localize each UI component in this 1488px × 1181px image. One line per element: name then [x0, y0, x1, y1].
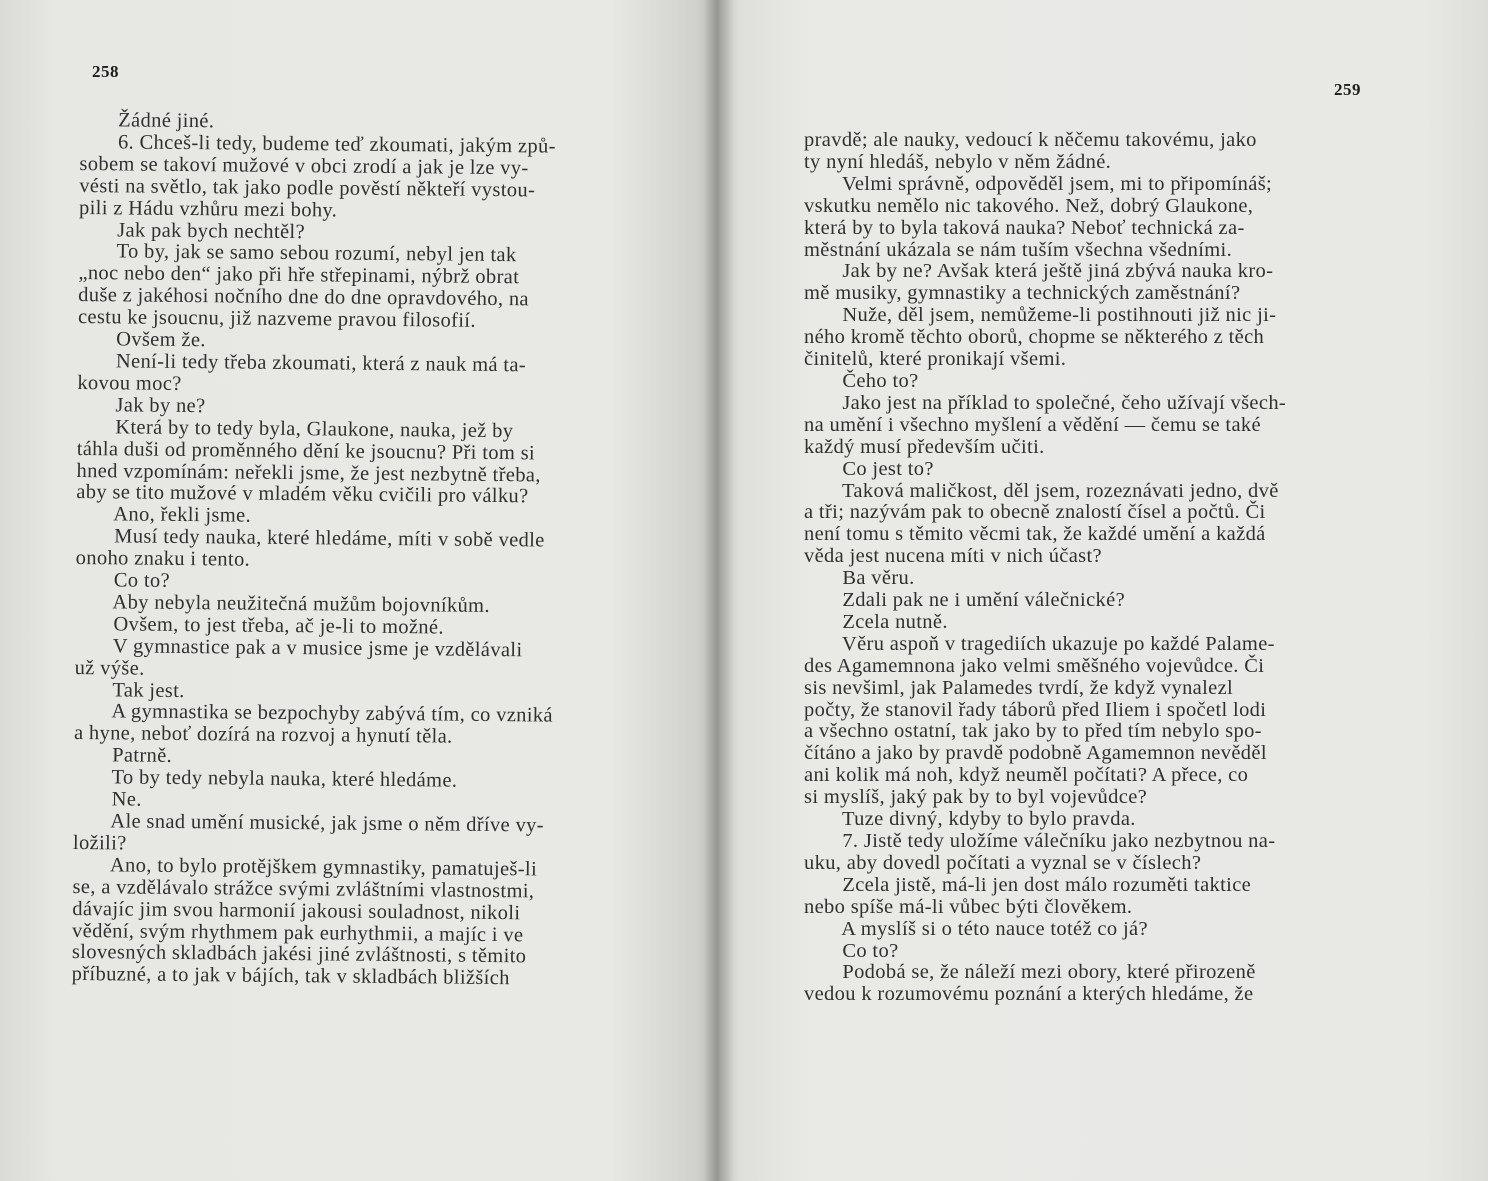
- text-line: Musí tedy nauka, které hledáme, míti v sobě vedle: [75, 525, 545, 552]
- text-line: příbuzné, a to jak v bájích, tak v skladbách bližších: [71, 963, 510, 990]
- text-line: a tři; nazývám pak to obecně znalostí čísel a počtů. Či: [804, 501, 1266, 524]
- text-line: a všechno ostatní, tak jako by to před tím nebylo spo-: [804, 720, 1262, 743]
- text-line: nebo spíše má-li vůbec býti člověkem.: [804, 895, 1133, 918]
- text-line: des Agamemnona jako velmi směšného vojevůdce. Či: [804, 654, 1265, 677]
- text-line: V gymnastice pak a v musice jsme je vzdělávali: [74, 634, 523, 662]
- text-line: Co to?: [804, 939, 899, 962]
- text-line: Taková maličkost, děl jsem, rozeznávati jedno, dvě: [804, 479, 1279, 502]
- text-line: aby se tito mužové v mladém věku cvičili pro válku?: [76, 481, 529, 508]
- text-line: není tomu s těmito věcmi tak, že každé umění a každá: [804, 523, 1266, 546]
- text-line: Ano, to bylo protějškem gymnastiky, pamatuješ-li: [72, 853, 538, 881]
- text-line: činitelů, které pronikají všemi.: [804, 348, 1067, 371]
- text-line: Tuze divný, kdyby to bylo pravda.: [804, 808, 1136, 831]
- text-line: Patrně.: [73, 744, 173, 768]
- page-number-left: 258: [92, 62, 119, 81]
- text-line: Žádné jiné.: [79, 109, 215, 133]
- page-number-right: 259: [1334, 80, 1361, 99]
- text-line: Zcela nutně.: [804, 610, 948, 633]
- text-line: pili z Hádu vzhůru mezi bohy.: [78, 196, 338, 222]
- text-line: pravdě; ale nauky, vedoucí k něčemu takovému, jako: [804, 129, 1257, 151]
- text-line: Velmi správně, odpověděl jsem, mi to připomínáš;: [804, 172, 1273, 195]
- text-line: počty, že stanovil řady táborů před Iliem i spočetl lodi: [804, 698, 1267, 721]
- text-line: Podobá se, že náleží mezi obory, které přirozeně: [804, 961, 1256, 984]
- text-line: Co jest to?: [804, 457, 934, 480]
- text-line: dávajíc jim svou harmonií jakousi souladnost, nikoli: [72, 897, 521, 924]
- text-line: každý musí především učiti.: [804, 435, 1045, 458]
- text-line: Ne.: [73, 788, 142, 811]
- text-line: se, a vzdělávalo strážce svými zvláštními vlastnostmi,: [72, 875, 535, 903]
- text-line: Aby nebyla neužitečná mužům bojovníkům.: [75, 590, 491, 617]
- text-line: A myslíš si o této nauce totéž co já?: [804, 917, 1148, 940]
- text-line: Tak jest.: [74, 678, 185, 702]
- text-line: ty nyní hledáš, nebylo v něm žádné.: [804, 150, 1112, 173]
- text-line: onoho znaku i tento.: [75, 547, 251, 571]
- text-line: táhla duši od proměnného dění ke jsoucnu? Při tom si: [76, 437, 536, 464]
- text-line: 7. Jistě tedy uložíme válečníku jako nezbytnou na-: [804, 830, 1276, 852]
- left-page-text: [72, 110, 626, 991]
- text-line: ložili?: [72, 831, 127, 855]
- text-line: Která by to tedy byla, Glaukone, nauka, jež by: [76, 415, 514, 442]
- right-page: [718, 0, 1488, 1181]
- text-line: ani kolik má noh, když neuměl počítati? A přece, co: [804, 764, 1249, 787]
- right-page-text: [804, 130, 1350, 1006]
- text-line: Čeho to?: [804, 369, 919, 392]
- text-line: sobem se takoví mužové v obci zrodí a jak je lze vy-: [79, 152, 529, 180]
- text-line: Ovšem, to jest třeba, ač je-li to možné.: [74, 612, 444, 639]
- text-line: Ovšem že.: [77, 328, 206, 352]
- text-line: Zdali pak ne i umění válečnické?: [804, 589, 1126, 612]
- text-line: na umění i všechno myšlení a vědění — čemu se také: [804, 413, 1261, 436]
- text-line: mě musiky, gymnastiky a technických zaměstnání?: [804, 282, 1241, 305]
- text-line: Jako jest na příklad to společné, čeho užívají všech-: [804, 391, 1287, 414]
- text-line: Co to?: [75, 569, 171, 592]
- text-line: Jak pak bych nechtěl?: [78, 218, 306, 243]
- text-line: 6. Chceš-li tedy, budeme teď zkoumati, jakým způ-: [79, 130, 556, 158]
- text-line: vědění, svým rhythmem pak eurhythmii, a majíc i ve: [72, 919, 524, 946]
- text-line: slovesných skladbách jakési jiné zvláštnosti, s těmito: [71, 941, 527, 968]
- text-line: To by tedy nebyla nauka, které hledáme.: [73, 766, 458, 792]
- text-line: si myslíš, jaký pak by to byl vojevůdce?: [804, 786, 1148, 809]
- text-line: a hyne, neboť dozírá na rozvoj a hynutí těla.: [73, 722, 453, 748]
- text-line: „noc nebo den“ jako při hře střepinami, nýbrž obrat: [78, 262, 520, 289]
- text-line: městnání ukázala se nám tuším všechna všedními.: [804, 238, 1233, 261]
- text-line: čítáno a jako by pravdě podobně Agamemnon nevěděl: [804, 742, 1267, 765]
- text-line: která by to byla taková nauka? Neboť technická za-: [804, 216, 1245, 239]
- text-line: ného kromě těchto oborů, chopme se některého z těch: [804, 326, 1265, 349]
- text-line: Zcela jistě, má-li jen dost málo rozuměti taktice: [804, 873, 1252, 896]
- text-line: Není-li tedy třeba zkoumati, která z nauk má ta-: [77, 349, 527, 377]
- text-line: Ba věru.: [804, 567, 915, 590]
- text-line: Jak by ne?: [77, 393, 206, 417]
- text-line: hned vzpomínám: neřekli jsme, že jest nezbytně třeba,: [76, 459, 541, 486]
- text-line: vskutku nemělo nic takového. Než, dobrý Glaukone,: [804, 194, 1254, 217]
- text-line: už výše.: [74, 656, 145, 680]
- left-page: [0, 0, 718, 1181]
- text-line: sis nevšiml, jak Palamedes tvrdí, že když vynalezl: [804, 676, 1234, 699]
- text-line: Jak by ne? Avšak která ještě jiná zbývá nauka kro-: [804, 260, 1274, 283]
- text-line: cestu ke jsoucnu, již nazveme pravou filosofií.: [77, 306, 476, 332]
- text-line: duše z jakéhosi nočního dne do dne opravdového, na: [78, 284, 530, 311]
- text-line: vésti na světlo, tak jako podle pověstí někteří vystou-: [79, 174, 536, 202]
- text-line: To by, jak se samo sebou rozumí, nebyl jen tak: [78, 240, 517, 267]
- text-line: Nuže, děl jsem, nemůžeme-li postihnouti již nic ji-: [804, 304, 1277, 327]
- text-line: věda jest nucena míti v nich účast?: [804, 545, 1103, 568]
- text-line: Ale snad umění musické, jak jsme o něm dříve vy-: [73, 809, 544, 837]
- text-line: uku, aby dovedl počítati a vyznal se v číslech?: [804, 851, 1202, 874]
- text-line: kovou moc?: [77, 371, 182, 395]
- text-line: Věru aspoň v tragediích ukazuje po každé Palame-: [804, 632, 1275, 655]
- text-line: vedou k rozumovému poznání a kterých hledáme, že: [804, 983, 1254, 1006]
- text-line: A gymnastika se bezpochyby zabývá tím, co vzniká: [74, 700, 553, 728]
- text-line: Ano, řekli jsme.: [76, 503, 252, 527]
